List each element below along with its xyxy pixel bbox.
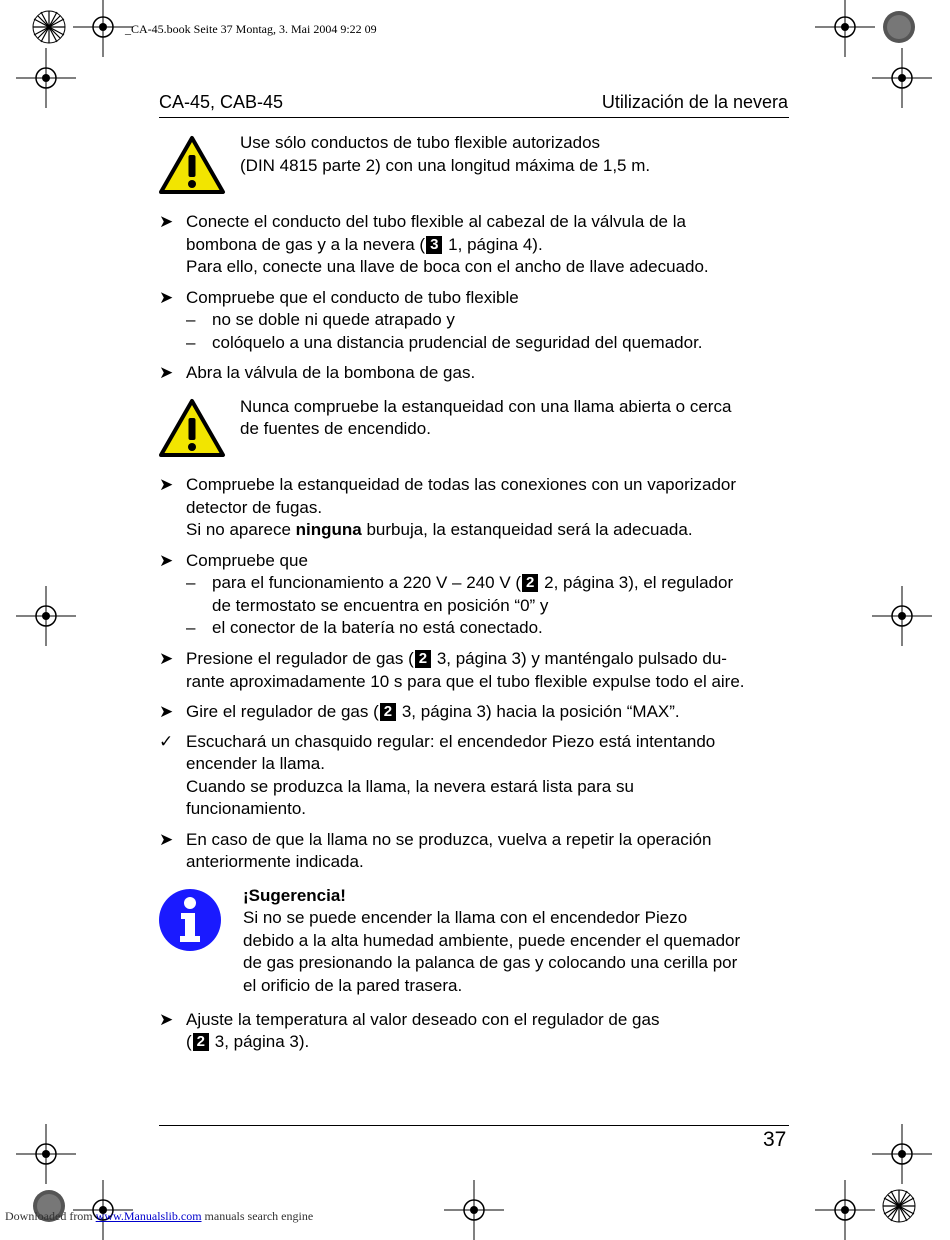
warning-text: (DIN 4815 parte 2) con una longitud máxima de 1,5 m.: [240, 156, 651, 175]
gray-dot-mark-icon: [19, 1176, 79, 1236]
arrow-bullet-icon: ➤: [159, 551, 174, 570]
step-text: En caso de que la llama no se produzca, vuelva a repetir la operación: [186, 830, 712, 849]
sub-item-text: colóquelo a una distancia prudencial de seguridad del quemador.: [212, 333, 703, 352]
figure-ref-badge: 2: [193, 1033, 209, 1051]
result-text: Escuchará un chasquido regular: el encendedor Piezo está intentando: [186, 732, 716, 751]
figure-ref-badge: 3: [426, 236, 442, 254]
registration-mark-icon: [16, 48, 76, 108]
header-right: Utilización de la nevera: [601, 92, 788, 112]
footer-rule: [159, 1125, 789, 1126]
header-rule: [159, 117, 789, 118]
figure-ref-badge: 2: [380, 703, 396, 721]
arrow-bullet-icon: ➤: [159, 649, 174, 668]
step-text: anteriormente indicada.: [186, 852, 364, 871]
dash-bullet: –: [186, 573, 196, 592]
sunburst-mark-icon: [869, 1176, 929, 1236]
arrow-bullet-icon: ➤: [159, 475, 174, 494]
result-text: Cuando se produzca la llama, la nevera estará lista para su: [186, 777, 634, 796]
download-footer: Downloaded from www.Manualslib.com manuals search engine: [5, 1209, 314, 1223]
tip-text: Si no se puede encender la llama con el encendedor Piezo: [243, 908, 688, 927]
sub-item-text: para el funcionamiento a 220 V – 240 V ( 2 2, página 3), el regulador: [212, 573, 734, 592]
arrow-bullet-icon: ➤: [159, 1010, 174, 1029]
step-text: Compruebe la estanqueidad de todas las conexiones con un vaporizador: [186, 475, 737, 494]
warning-text: Nunca compruebe la estanqueidad con una llama abierta o cerca: [240, 397, 732, 416]
registration-mark-icon: [73, 0, 133, 57]
checkmark-icon: ✓: [159, 732, 174, 751]
printer-info-line: _CA-45.book Seite 37 Montag, 3. Mai 2004 9:22 09: [125, 22, 377, 36]
tip-text: de gas presionando la palanca de gas y colocando una cerilla por: [243, 953, 738, 972]
page-number: 37: [763, 1128, 787, 1151]
arrow-bullet-icon: ➤: [159, 830, 174, 849]
tip-text: el orificio de la pared trasera.: [243, 976, 463, 995]
header-left: CA-45, CAB-45: [159, 92, 284, 112]
warning-text: de fuentes de encendido.: [240, 419, 431, 438]
dash-bullet: –: [186, 618, 196, 637]
result-text: funcionamiento.: [186, 799, 307, 818]
info-icon: [158, 888, 222, 952]
arrow-bullet-icon: ➤: [159, 702, 174, 721]
registration-mark-icon: [16, 586, 76, 646]
step-text: Conecte el conducto del tubo flexible al cabezal de la válvula de la: [186, 212, 686, 231]
dash-bullet: –: [186, 310, 196, 329]
step-text: Presione el regulador de gas ( 2 3, página 3) y manténgalo pulsado du-: [186, 649, 727, 668]
step-text: Compruebe que: [186, 551, 308, 570]
registration-mark-icon: [872, 1124, 932, 1184]
arrow-bullet-icon: ➤: [159, 288, 174, 307]
tip-title: ¡Sugerencia!: [243, 886, 346, 905]
registration-mark-icon: [815, 0, 875, 57]
registration-mark-icon: [444, 1180, 504, 1240]
step-text: detector de fugas.: [186, 498, 323, 517]
step-text: Si no aparece ninguna burbuja, la estanqueidad será la adecuada.: [186, 520, 693, 539]
step-text: bombona de gas y a la nevera ( 3 1, página 4).: [186, 235, 543, 254]
tip-text: debido a la alta humedad ambiente, puede encender el quemador: [243, 931, 741, 950]
registration-mark-icon: [16, 1124, 76, 1184]
dash-bullet: –: [186, 333, 196, 352]
result-text: encender la llama.: [186, 754, 325, 773]
step-text: Ajuste la temperatura al valor deseado con el regulador de gas: [186, 1010, 660, 1029]
registration-mark-icon: [815, 1180, 875, 1240]
arrow-bullet-icon: ➤: [159, 363, 174, 382]
step-text: Gire el regulador de gas ( 2 3, página 3) hacia la posición “MAX”.: [186, 702, 680, 721]
step-text: Abra la válvula de la bombona de gas.: [186, 363, 476, 382]
registration-mark-icon: [872, 586, 932, 646]
step-text: Para ello, conecte una llave de boca con el ancho de llave adecuado.: [186, 257, 709, 276]
warning-triangle-icon: [158, 135, 226, 195]
figure-ref-badge: 2: [415, 650, 431, 668]
registration-mark-icon: [872, 48, 932, 108]
step-text: Compruebe que el conducto de tubo flexible: [186, 288, 519, 307]
figure-ref-badge: 2: [522, 574, 538, 592]
step-text: ( 2 3, página 3).: [186, 1032, 310, 1051]
arrow-bullet-icon: ➤: [159, 212, 174, 231]
manualslib-link[interactable]: www.Manualslib.com: [95, 1209, 202, 1223]
warning-text: Use sólo conductos de tubo flexible autorizados: [240, 133, 601, 152]
step-text: rante aproximadamente 10 s para que el tubo flexible expulse todo el aire.: [186, 672, 745, 691]
warning-triangle-icon: [158, 398, 226, 458]
sub-item-text: de termostato se encuentra en posición “0” y: [212, 596, 549, 615]
sub-item-text: no se doble ni quede atrapado y: [212, 310, 455, 329]
sub-item-text: el conector de la batería no está conectado.: [212, 618, 543, 637]
